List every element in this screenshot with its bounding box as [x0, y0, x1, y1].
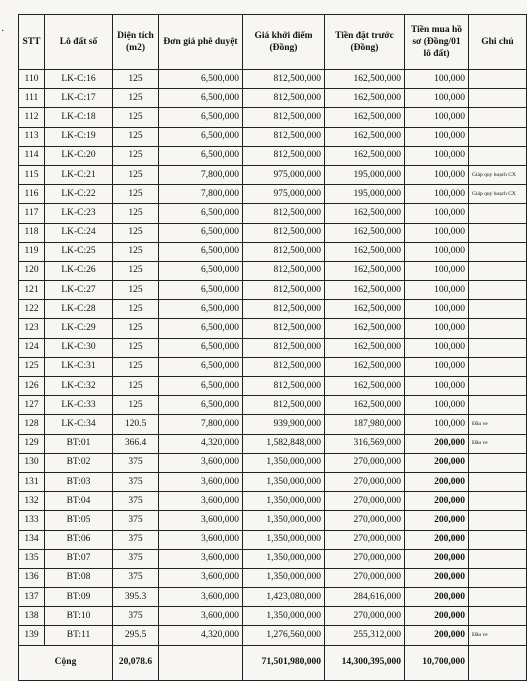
cell-deposit: 162,500,000 — [325, 300, 405, 319]
cell-dossier-fee: 100,000 — [405, 185, 469, 204]
cell-deposit: 270,000,000 — [325, 607, 405, 626]
header-row — [19, 15, 527, 70]
cell-lot: BT:10 — [45, 607, 113, 626]
cell-dossier-fee: 200,000 — [405, 472, 469, 491]
cell-lot: BT:02 — [45, 453, 113, 472]
cell-note — [469, 530, 527, 549]
cell-stt: 114 — [19, 146, 45, 165]
cell-stt: 134 — [19, 530, 45, 549]
cell-area: 125 — [113, 300, 159, 319]
cell-deposit: 162,500,000 — [325, 396, 405, 415]
cell-start-price: 939,900,000 — [243, 415, 325, 434]
cell-stt: 115 — [19, 165, 45, 184]
cell-stt: 123 — [19, 319, 45, 338]
cell-note: Giáp quy hoạch CX — [469, 165, 527, 184]
table-row — [19, 223, 527, 242]
cell-note — [469, 607, 527, 626]
table-row — [19, 300, 527, 319]
cell-dossier-fee: 100,000 — [405, 396, 469, 415]
cell-start-price: 1,423,080,000 — [243, 588, 325, 607]
cell-area: 375 — [113, 530, 159, 549]
cell-stt: 128 — [19, 415, 45, 434]
cell-lot: BT:01 — [45, 434, 113, 453]
cell-deposit: 162,500,000 — [325, 242, 405, 261]
cell-deposit: 162,500,000 — [325, 108, 405, 127]
cell-unit-price: 4,320,000 — [159, 626, 243, 645]
cell-note — [469, 568, 527, 587]
cell-note — [469, 223, 527, 242]
table-row — [19, 511, 527, 530]
cell-stt: 122 — [19, 300, 45, 319]
cell-lot: LK-C:22 — [45, 185, 113, 204]
cell-deposit: 316,569,000 — [325, 434, 405, 453]
cell-deposit: 270,000,000 — [325, 530, 405, 549]
cell-start-price: 975,000,000 — [243, 185, 325, 204]
cell-area: 125 — [113, 242, 159, 261]
total-label: Cộng — [19, 645, 113, 680]
cell-stt: 126 — [19, 377, 45, 396]
cell-lot: LK-C:16 — [45, 70, 113, 89]
cell-dossier-fee: 200,000 — [405, 453, 469, 472]
cell-stt: 116 — [19, 185, 45, 204]
cell-deposit: 162,500,000 — [325, 70, 405, 89]
cell-note — [469, 492, 527, 511]
table-row — [19, 165, 527, 184]
cell-unit-price: 6,500,000 — [159, 261, 243, 280]
table-row — [19, 127, 527, 146]
cell-deposit: 270,000,000 — [325, 472, 405, 491]
cell-dossier-fee: 100,000 — [405, 70, 469, 89]
cell-start-price: 1,350,000,000 — [243, 492, 325, 511]
cell-unit-price: 6,500,000 — [159, 223, 243, 242]
cell-unit-price: 3,600,000 — [159, 607, 243, 626]
cell-start-price: 812,500,000 — [243, 396, 325, 415]
cell-dossier-fee: 100,000 — [405, 165, 469, 184]
cell-dossier-fee: 100,000 — [405, 300, 469, 319]
cell-unit-price: 6,500,000 — [159, 338, 243, 357]
cell-area: 395.3 — [113, 588, 159, 607]
header-dossier-fee: Tiền mua hồ sơ (Đồng/01 lô đất) — [405, 15, 469, 70]
table-row — [19, 415, 527, 434]
cell-lot: LK-C:27 — [45, 281, 113, 300]
cell-stt: 124 — [19, 338, 45, 357]
cell-lot: BT:04 — [45, 492, 113, 511]
cell-dossier-fee: 200,000 — [405, 492, 469, 511]
cell-stt: 132 — [19, 492, 45, 511]
cell-lot: LK-C:17 — [45, 89, 113, 108]
header-lot: Lô đất số — [45, 15, 113, 70]
table-row — [19, 204, 527, 223]
cell-area: 375 — [113, 511, 159, 530]
cell-dossier-fee: 100,000 — [405, 319, 469, 338]
cell-dossier-fee: 100,000 — [405, 127, 469, 146]
cell-stt: 137 — [19, 588, 45, 607]
cell-lot: BT:03 — [45, 472, 113, 491]
cell-note — [469, 338, 527, 357]
cell-note — [469, 357, 527, 376]
cell-area: 375 — [113, 453, 159, 472]
cell-unit-price: 3,600,000 — [159, 530, 243, 549]
table-row — [19, 261, 527, 280]
cell-deposit: 162,500,000 — [325, 281, 405, 300]
cell-unit-price: 3,600,000 — [159, 588, 243, 607]
cell-note — [469, 127, 527, 146]
cell-lot: BT:08 — [45, 568, 113, 587]
cell-dossier-fee: 200,000 — [405, 434, 469, 453]
total-empty-cell — [159, 645, 243, 680]
cell-start-price: 1,350,000,000 — [243, 472, 325, 491]
cell-start-price: 812,500,000 — [243, 319, 325, 338]
cell-note — [469, 588, 527, 607]
cell-area: 295.5 — [113, 626, 159, 645]
cell-lot: LK-C:26 — [45, 261, 113, 280]
cell-note: Đầu ve — [469, 415, 527, 434]
cell-lot: LK-C:32 — [45, 377, 113, 396]
cell-unit-price: 6,500,000 — [159, 89, 243, 108]
cell-start-price: 1,350,000,000 — [243, 607, 325, 626]
cell-area: 125 — [113, 396, 159, 415]
cell-note: Đầu ve — [469, 626, 527, 645]
cell-area: 125 — [113, 185, 159, 204]
cell-unit-price: 6,500,000 — [159, 300, 243, 319]
cell-deposit: 270,000,000 — [325, 549, 405, 568]
cell-dossier-fee: 200,000 — [405, 626, 469, 645]
cell-dossier-fee: 100,000 — [405, 242, 469, 261]
margin-mark: · — [1, 26, 5, 37]
cell-note — [469, 281, 527, 300]
cell-stt: 111 — [19, 89, 45, 108]
cell-start-price: 1,350,000,000 — [243, 530, 325, 549]
cell-start-price: 812,500,000 — [243, 281, 325, 300]
cell-dossier-fee: 200,000 — [405, 588, 469, 607]
table-row — [19, 530, 527, 549]
cell-unit-price: 7,800,000 — [159, 415, 243, 434]
cell-unit-price: 7,800,000 — [159, 185, 243, 204]
cell-stt: 117 — [19, 204, 45, 223]
cell-unit-price: 6,500,000 — [159, 396, 243, 415]
table-row — [19, 338, 527, 357]
total-deposit: 14,300,395,000 — [325, 645, 405, 680]
cell-deposit: 270,000,000 — [325, 568, 405, 587]
header-stt: STT — [19, 15, 45, 70]
header-area: Diện tích (m2) — [113, 15, 159, 70]
table-row — [19, 357, 527, 376]
cell-area: 366.4 — [113, 434, 159, 453]
cell-area: 125 — [113, 204, 159, 223]
cell-unit-price: 6,500,000 — [159, 108, 243, 127]
cell-start-price: 1,350,000,000 — [243, 511, 325, 530]
land-lot-table — [18, 14, 527, 681]
cell-lot: LK-C:30 — [45, 338, 113, 357]
cell-note — [469, 396, 527, 415]
cell-lot: LK-C:23 — [45, 204, 113, 223]
table-row — [19, 281, 527, 300]
cell-lot: LK-C:33 — [45, 396, 113, 415]
cell-note — [469, 377, 527, 396]
cell-stt: 110 — [19, 70, 45, 89]
cell-dossier-fee: 100,000 — [405, 415, 469, 434]
cell-dossier-fee: 100,000 — [405, 377, 469, 396]
cell-start-price: 812,500,000 — [243, 204, 325, 223]
cell-stt: 113 — [19, 127, 45, 146]
cell-lot: LK-C:31 — [45, 357, 113, 376]
cell-unit-price: 6,500,000 — [159, 319, 243, 338]
cell-stt: 125 — [19, 357, 45, 376]
cell-area: 125 — [113, 165, 159, 184]
cell-unit-price: 3,600,000 — [159, 549, 243, 568]
total-note-cell — [469, 645, 527, 680]
cell-lot: LK-C:21 — [45, 165, 113, 184]
cell-note — [469, 89, 527, 108]
cell-start-price: 1,350,000,000 — [243, 549, 325, 568]
cell-dossier-fee: 200,000 — [405, 549, 469, 568]
header-note: Ghi chú — [469, 15, 527, 70]
cell-area: 125 — [113, 70, 159, 89]
cell-area: 375 — [113, 492, 159, 511]
cell-area: 125 — [113, 223, 159, 242]
table-row — [19, 568, 527, 587]
cell-start-price: 812,500,000 — [243, 338, 325, 357]
cell-lot: BT:11 — [45, 626, 113, 645]
cell-lot: LK-C:25 — [45, 242, 113, 261]
cell-deposit: 255,312,000 — [325, 626, 405, 645]
cell-deposit: 187,980,000 — [325, 415, 405, 434]
cell-dossier-fee: 200,000 — [405, 511, 469, 530]
cell-note — [469, 549, 527, 568]
table-row — [19, 319, 527, 338]
table-row — [19, 108, 527, 127]
cell-deposit: 195,000,000 — [325, 165, 405, 184]
cell-start-price: 1,582,848,000 — [243, 434, 325, 453]
cell-dossier-fee: 100,000 — [405, 338, 469, 357]
cell-deposit: 162,500,000 — [325, 261, 405, 280]
cell-dossier-fee: 100,000 — [405, 204, 469, 223]
cell-lot: LK-C:24 — [45, 223, 113, 242]
cell-note — [469, 261, 527, 280]
cell-deposit: 195,000,000 — [325, 185, 405, 204]
table-row — [19, 607, 527, 626]
cell-note: Giáp quy hoạch CX — [469, 185, 527, 204]
cell-area: 375 — [113, 568, 159, 587]
cell-start-price: 812,500,000 — [243, 108, 325, 127]
cell-note: Đầu ve — [469, 434, 527, 453]
table-row — [19, 185, 527, 204]
cell-area: 125 — [113, 377, 159, 396]
cell-note — [469, 319, 527, 338]
table-row — [19, 396, 527, 415]
cell-lot: LK-C:18 — [45, 108, 113, 127]
cell-stt: 118 — [19, 223, 45, 242]
header-start-price: Giá khởi điểm (Đồng) — [243, 15, 325, 70]
cell-stt: 133 — [19, 511, 45, 530]
table-row — [19, 472, 527, 491]
cell-area: 125 — [113, 89, 159, 108]
cell-stt: 136 — [19, 568, 45, 587]
cell-deposit: 162,500,000 — [325, 338, 405, 357]
cell-note — [469, 108, 527, 127]
cell-note — [469, 300, 527, 319]
cell-deposit: 162,500,000 — [325, 127, 405, 146]
total-start-price: 71,501,980,000 — [243, 645, 325, 680]
cell-unit-price: 4,320,000 — [159, 434, 243, 453]
table-row — [19, 89, 527, 108]
cell-start-price: 812,500,000 — [243, 357, 325, 376]
cell-stt: 121 — [19, 281, 45, 300]
cell-deposit: 284,616,000 — [325, 588, 405, 607]
table-row — [19, 626, 527, 645]
cell-unit-price: 3,600,000 — [159, 472, 243, 491]
cell-dossier-fee: 200,000 — [405, 530, 469, 549]
cell-start-price: 812,500,000 — [243, 261, 325, 280]
total-area: 20,078.6 — [113, 645, 159, 680]
cell-deposit: 162,500,000 — [325, 146, 405, 165]
cell-area: 125 — [113, 261, 159, 280]
cell-start-price: 1,350,000,000 — [243, 568, 325, 587]
cell-area: 120.5 — [113, 415, 159, 434]
cell-dossier-fee: 100,000 — [405, 108, 469, 127]
cell-stt: 135 — [19, 549, 45, 568]
cell-stt: 139 — [19, 626, 45, 645]
cell-stt: 129 — [19, 434, 45, 453]
cell-dossier-fee: 100,000 — [405, 223, 469, 242]
cell-dossier-fee: 200,000 — [405, 607, 469, 626]
cell-lot: LK-C:20 — [45, 146, 113, 165]
cell-stt: 138 — [19, 607, 45, 626]
cell-lot: BT:06 — [45, 530, 113, 549]
cell-deposit: 162,500,000 — [325, 377, 405, 396]
cell-unit-price: 6,500,000 — [159, 70, 243, 89]
cell-lot: BT:07 — [45, 549, 113, 568]
cell-note — [469, 70, 527, 89]
cell-deposit: 162,500,000 — [325, 204, 405, 223]
cell-stt: 119 — [19, 242, 45, 261]
table-row — [19, 242, 527, 261]
cell-area: 375 — [113, 549, 159, 568]
cell-start-price: 812,500,000 — [243, 127, 325, 146]
header-deposit: Tiền đặt trước (Đồng) — [325, 15, 405, 70]
cell-unit-price: 6,500,000 — [159, 377, 243, 396]
cell-start-price: 812,500,000 — [243, 377, 325, 396]
cell-unit-price: 3,600,000 — [159, 492, 243, 511]
cell-start-price: 812,500,000 — [243, 70, 325, 89]
cell-lot: BT:09 — [45, 588, 113, 607]
cell-area: 125 — [113, 108, 159, 127]
cell-note — [469, 204, 527, 223]
cell-lot: LK-C:34 — [45, 415, 113, 434]
cell-area: 125 — [113, 127, 159, 146]
cell-note — [469, 453, 527, 472]
cell-lot: LK-C:29 — [45, 319, 113, 338]
cell-dossier-fee: 100,000 — [405, 89, 469, 108]
total-row — [19, 645, 527, 680]
table-row — [19, 377, 527, 396]
cell-start-price: 1,350,000,000 — [243, 453, 325, 472]
table-row — [19, 434, 527, 453]
cell-dossier-fee: 100,000 — [405, 146, 469, 165]
cell-unit-price: 6,500,000 — [159, 357, 243, 376]
cell-deposit: 162,500,000 — [325, 357, 405, 376]
cell-start-price: 812,500,000 — [243, 223, 325, 242]
cell-deposit: 162,500,000 — [325, 89, 405, 108]
cell-deposit: 270,000,000 — [325, 492, 405, 511]
cell-unit-price: 3,600,000 — [159, 453, 243, 472]
cell-dossier-fee: 100,000 — [405, 281, 469, 300]
cell-stt: 120 — [19, 261, 45, 280]
cell-unit-price: 3,600,000 — [159, 568, 243, 587]
cell-start-price: 975,000,000 — [243, 165, 325, 184]
header-unit-price: Đơn giá phê duyệt — [159, 15, 243, 70]
cell-lot: BT:05 — [45, 511, 113, 530]
cell-start-price: 1,276,560,000 — [243, 626, 325, 645]
cell-unit-price: 6,500,000 — [159, 146, 243, 165]
cell-stt: 130 — [19, 453, 45, 472]
cell-area: 125 — [113, 319, 159, 338]
cell-start-price: 812,500,000 — [243, 146, 325, 165]
cell-stt: 112 — [19, 108, 45, 127]
cell-area: 375 — [113, 607, 159, 626]
table-row — [19, 453, 527, 472]
table-row — [19, 588, 527, 607]
cell-note — [469, 511, 527, 530]
table-row — [19, 70, 527, 89]
cell-dossier-fee: 100,000 — [405, 357, 469, 376]
cell-stt: 127 — [19, 396, 45, 415]
cell-area: 125 — [113, 357, 159, 376]
cell-note — [469, 146, 527, 165]
table-row — [19, 492, 527, 511]
cell-lot: LK-C:28 — [45, 300, 113, 319]
table-row — [19, 549, 527, 568]
cell-deposit: 270,000,000 — [325, 511, 405, 530]
cell-deposit: 270,000,000 — [325, 453, 405, 472]
cell-unit-price: 6,500,000 — [159, 242, 243, 261]
cell-note — [469, 242, 527, 261]
cell-dossier-fee: 200,000 — [405, 568, 469, 587]
cell-deposit: 162,500,000 — [325, 223, 405, 242]
cell-unit-price: 3,600,000 — [159, 511, 243, 530]
cell-area: 375 — [113, 472, 159, 491]
cell-unit-price: 6,500,000 — [159, 204, 243, 223]
cell-lot: LK-C:19 — [45, 127, 113, 146]
cell-area: 125 — [113, 281, 159, 300]
total-dossier-fee: 10,700,000 — [405, 645, 469, 680]
cell-note — [469, 472, 527, 491]
cell-unit-price: 6,500,000 — [159, 281, 243, 300]
cell-stt: 131 — [19, 472, 45, 491]
cell-deposit: 162,500,000 — [325, 319, 405, 338]
table-row — [19, 146, 527, 165]
cell-start-price: 812,500,000 — [243, 242, 325, 261]
cell-start-price: 812,500,000 — [243, 89, 325, 108]
cell-start-price: 812,500,000 — [243, 300, 325, 319]
cell-unit-price: 6,500,000 — [159, 127, 243, 146]
cell-area: 125 — [113, 338, 159, 357]
cell-dossier-fee: 100,000 — [405, 261, 469, 280]
cell-unit-price: 7,800,000 — [159, 165, 243, 184]
cell-area: 125 — [113, 146, 159, 165]
